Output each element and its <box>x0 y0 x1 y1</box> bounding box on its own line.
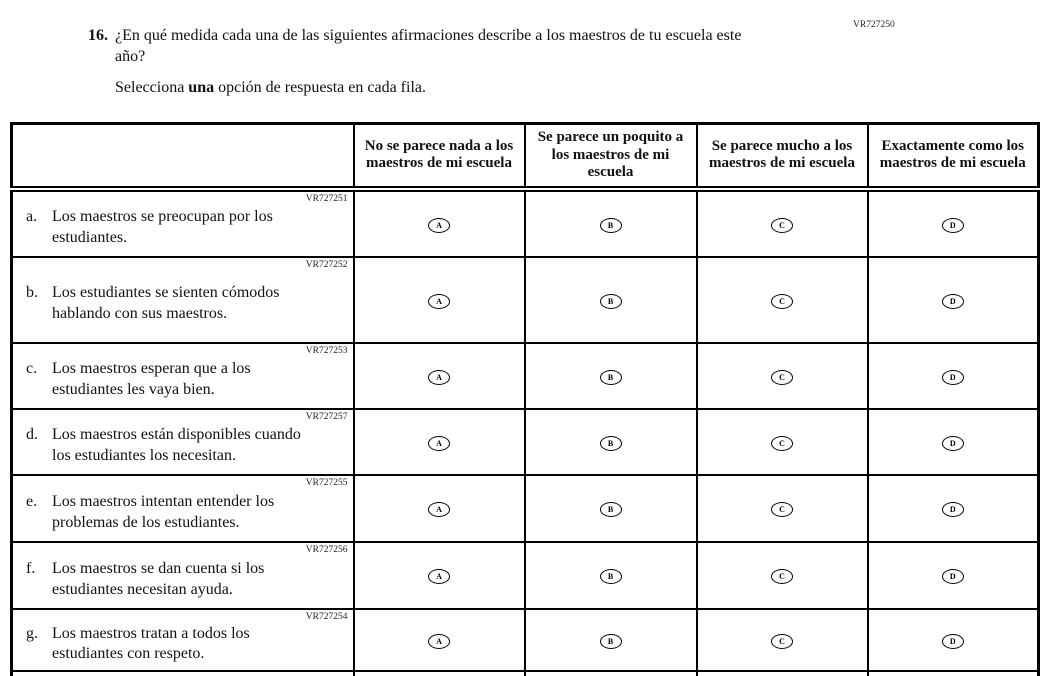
option-d-bubble[interactable]: D <box>942 436 964 451</box>
cell-f-option-c <box>697 542 868 609</box>
row-code-b: VR727252 <box>305 259 348 270</box>
table-row-c <box>12 343 1039 409</box>
header-col-4: Exactamente como los maestros de mi escuela <box>868 124 1039 189</box>
option-a-bubble[interactable]: A <box>428 294 450 309</box>
statement-text-g: Los maestros tratan a todos los estudiantes con respeto. <box>52 624 250 663</box>
option-a-bubble[interactable]: A <box>428 569 450 584</box>
option-d-bubble[interactable]: D <box>942 502 964 517</box>
statement-cell-c <box>12 343 354 409</box>
cell-a-option-a <box>354 189 525 257</box>
cell-g-option-d <box>868 609 1039 672</box>
cell-b-option-a <box>354 257 525 343</box>
header-col-2: Se parece un poquito a los maestros de mi escuela <box>525 124 697 189</box>
statement-cell-b <box>12 257 354 343</box>
cutoff-cell <box>525 671 697 676</box>
cell-f-option-b <box>525 542 697 609</box>
statement-text-c: Los maestros esperan que a los estudiantes les vaya bien. <box>52 360 251 398</box>
question-text: ¿En qué medida cada una de las siguientes afirmaciones describe a los maestros de tu escuela este año? <box>115 27 742 66</box>
response-matrix-table <box>10 122 1040 676</box>
next-row-cutoff <box>12 671 1039 676</box>
option-d-bubble[interactable]: D <box>942 370 964 385</box>
header-empty-cell <box>12 124 354 189</box>
cell-e-option-b <box>525 475 697 542</box>
row-letter-b: b. <box>26 284 38 302</box>
cell-b-option-c <box>697 257 868 343</box>
option-c-bubble[interactable]: C <box>771 569 793 584</box>
row-letter-f: f. <box>26 559 36 577</box>
cutoff-cell <box>697 671 868 676</box>
row-letter-e: e. <box>26 492 38 510</box>
option-d-bubble[interactable]: D <box>942 569 964 584</box>
row-code-e: VR727255 <box>305 477 348 488</box>
cell-c-option-c <box>697 343 868 409</box>
form-code: VR727250 <box>853 20 895 30</box>
instruction-suffix: opción de respuesta en cada fila. <box>218 79 426 96</box>
cell-b-option-b <box>525 257 697 343</box>
cell-d-option-d <box>868 409 1039 475</box>
option-c-bubble[interactable]: C <box>771 634 793 649</box>
instruction-prefix: Selecciona <box>115 79 185 96</box>
row-letter-d: d. <box>26 426 38 444</box>
row-letter-c: c. <box>26 360 38 378</box>
statement-cell-f <box>12 542 354 609</box>
cell-e-option-d <box>868 475 1039 542</box>
statement-cell-g <box>12 609 354 672</box>
option-a-bubble[interactable]: A <box>428 436 450 451</box>
option-a-bubble[interactable]: A <box>428 502 450 517</box>
cell-c-option-b <box>525 343 697 409</box>
header-row <box>12 124 1039 189</box>
option-c-bubble[interactable]: C <box>771 218 793 233</box>
question-number: 16. <box>88 27 108 44</box>
row-code-f: VR727256 <box>305 544 348 555</box>
statement-cell-a <box>12 189 354 257</box>
statement-cell-e <box>12 475 354 542</box>
statement-text-d: Los maestros están disponibles cuando los estudiantes los necesitan. <box>52 426 301 464</box>
cutoff-cell <box>354 671 525 676</box>
option-c-bubble[interactable]: C <box>771 436 793 451</box>
row-letter-g: g. <box>26 624 38 642</box>
option-a-bubble[interactable]: A <box>428 634 450 649</box>
option-b-bubble[interactable]: B <box>600 218 622 233</box>
option-a-bubble[interactable]: A <box>428 218 450 233</box>
cell-e-option-c <box>697 475 868 542</box>
option-b-bubble[interactable]: B <box>600 436 622 451</box>
option-c-bubble[interactable]: C <box>771 502 793 517</box>
cutoff-cell <box>868 671 1039 676</box>
cell-e-option-a <box>354 475 525 542</box>
option-c-bubble[interactable]: C <box>771 370 793 385</box>
cell-b-option-d <box>868 257 1039 343</box>
table-row-g <box>12 609 1039 672</box>
option-b-bubble[interactable]: B <box>600 569 622 584</box>
statement-text-b: Los estudiantes se sienten cómodos hablando con sus maestros. <box>52 284 280 322</box>
row-code-g: VR727254 <box>305 611 348 622</box>
header-col-3: Se parece mucho a los maestros de mi escuela <box>697 124 868 189</box>
table-row-a <box>12 189 1039 257</box>
statement-text-e: Los maestros intentan entender los problemas de los estudiantes. <box>52 492 275 531</box>
row-code-c: VR727253 <box>305 345 348 356</box>
option-b-bubble[interactable]: B <box>600 502 622 517</box>
option-b-bubble[interactable]: B <box>600 634 622 649</box>
cell-a-option-b <box>525 189 697 257</box>
cell-c-option-a <box>354 343 525 409</box>
cell-g-option-a <box>354 609 525 672</box>
table-row-d <box>12 409 1039 475</box>
question-instruction <box>115 79 426 97</box>
cell-c-option-d <box>868 343 1039 409</box>
question-16 <box>88 25 775 67</box>
option-c-bubble[interactable]: C <box>771 294 793 309</box>
table-row-e <box>12 475 1039 542</box>
statement-text-a: Los maestros se preocupan por los estudiantes. <box>52 208 273 246</box>
cell-d-option-b <box>525 409 697 475</box>
option-b-bubble[interactable]: B <box>600 294 622 309</box>
cell-f-option-a <box>354 542 525 609</box>
cell-g-option-b <box>525 609 697 672</box>
cell-d-option-c <box>697 409 868 475</box>
option-a-bubble[interactable]: A <box>428 370 450 385</box>
option-d-bubble[interactable]: D <box>942 218 964 233</box>
cell-a-option-d <box>868 189 1039 257</box>
statement-text-f: Los maestros se dan cuenta si los estudiantes necesitan ayuda. <box>52 559 265 598</box>
row-code-d: VR727257 <box>305 411 348 422</box>
cell-d-option-a <box>354 409 525 475</box>
option-b-bubble[interactable]: B <box>600 370 622 385</box>
cell-a-option-c <box>697 189 868 257</box>
instruction-bold-word: una <box>188 79 215 96</box>
statement-cell-d <box>12 409 354 475</box>
row-letter-a: a. <box>26 208 38 226</box>
header-col-1: No se parece nada a los maestros de mi escuela <box>354 124 525 189</box>
option-d-bubble[interactable]: D <box>942 294 964 309</box>
row-code-a: VR727251 <box>305 193 348 204</box>
cutoff-cell <box>12 671 354 676</box>
table-row-b <box>12 257 1039 343</box>
cell-f-option-d <box>868 542 1039 609</box>
table-row-f <box>12 542 1039 609</box>
option-d-bubble[interactable]: D <box>942 634 964 649</box>
cell-g-option-c <box>697 609 868 672</box>
